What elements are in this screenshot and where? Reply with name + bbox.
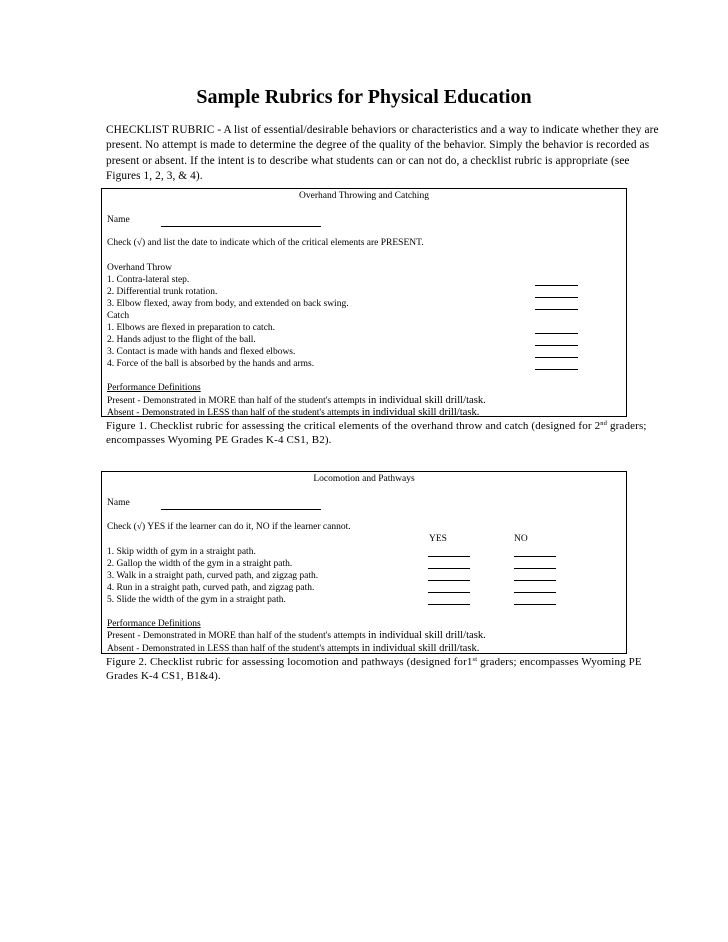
check-blank[interactable] [535,285,578,286]
no-blank[interactable] [514,592,556,593]
no-blank[interactable] [514,604,556,605]
list-item: 1. Contra-lateral step. [107,275,190,285]
list-item: 4. Run in a straight path, curved path, and zigzag path. [107,583,315,593]
present-definition: Present - Demonstrated in MORE than half of the student's attempts in individual skill drill/task. [107,395,486,406]
list-item: 3. Walk in a straight path, curved path, and zigzag path. [107,571,319,581]
no-blank[interactable] [514,568,556,569]
absent-definition: Absent - Demonstrated in LESS than half of the student's attempts in individual skill drill/task. [107,643,480,654]
catch-heading: Catch [107,311,130,321]
yes-blank[interactable] [428,568,470,569]
present-definition: Present - Demonstrated in MORE than half of the student's attempts in individual skill drill/task. [107,630,486,641]
list-item: 4. Force of the ball is absorbed by the hands and arms. [107,359,315,369]
check-blank[interactable] [535,309,578,310]
list-item: 3. Contact is made with hands and flexed elbows. [107,347,296,357]
no-blank[interactable] [514,580,556,581]
list-item: 3. Elbow flexed, away from body, and extended on back swing. [107,299,349,309]
list-item: 2. Hands adjust to the flight of the ball. [107,335,256,345]
name-label: Name [107,498,130,508]
intro-paragraph: CHECKLIST RUBRIC - A list of essential/desirable behaviors or characteristics and a way to indicate whether they are present. No attempt is made to determine the degree of the quality of the behavior. Simply the behavior is recorded as present or absent. If the intent is to describe what students can or can not do, a checklist rubric is appropriate (see Figures 1, 2, 3, & 4). [106,124,659,182]
name-blank[interactable] [161,509,321,510]
definitions-heading: Performance Definitions [107,619,201,629]
instruction-text: Check (√) and list the date to indicate which of the critical elements are PRESENT. [107,238,424,248]
yes-blank[interactable] [428,592,470,593]
check-blank[interactable] [535,297,578,298]
name-label: Name [107,215,130,225]
page-title: Sample Rubrics for Physical Education [196,86,532,108]
check-blank[interactable] [535,345,578,346]
yes-blank[interactable] [428,556,470,557]
throw-heading: Overhand Throw [107,263,172,273]
rubric-overhand-throwing-catching [101,188,627,417]
check-blank[interactable] [535,369,578,370]
no-blank[interactable] [514,556,556,557]
list-item: 2. Gallop the width of the gym in a straight path. [107,559,293,569]
yes-blank[interactable] [428,604,470,605]
no-column-header: NO [514,534,528,544]
yes-blank[interactable] [428,580,470,581]
list-item: 2. Differential trunk rotation. [107,287,218,297]
yes-column-header: YES [429,534,447,544]
figure-1-caption: Figure 1. Checklist rubric for assessing the critical elements of the overhand throw and catch (designed for 2nd graders; encompasses Wyoming PE Grades K-4 CS1, B2). [106,420,647,446]
instruction-text: Check (√) YES if the learner can do it, NO if the learner cannot. [107,522,351,532]
figure-2-caption: Figure 2. Checklist rubric for assessing locomotion and pathways (designed for1st graders; encompasses Wyoming PE Grades K-4 CS1, B1&4). [106,656,642,682]
check-blank[interactable] [535,357,578,358]
list-item: 1. Skip width of gym in a straight path. [107,547,256,557]
check-blank[interactable] [535,333,578,334]
rubric-title: Locomotion and Pathways [313,474,415,484]
list-item: 5. Slide the width of the gym in a straight path. [107,595,286,605]
list-item: 1. Elbows are flexed in preparation to catch. [107,323,276,333]
absent-definition: Absent - Demonstrated in LESS than half of the student's attempts in individual skill drill/task. [107,407,480,418]
definitions-heading: Performance Definitions [107,383,201,393]
rubric-title: Overhand Throwing and Catching [299,191,429,201]
name-blank[interactable] [161,226,321,227]
rubric-locomotion-pathways [101,471,627,654]
